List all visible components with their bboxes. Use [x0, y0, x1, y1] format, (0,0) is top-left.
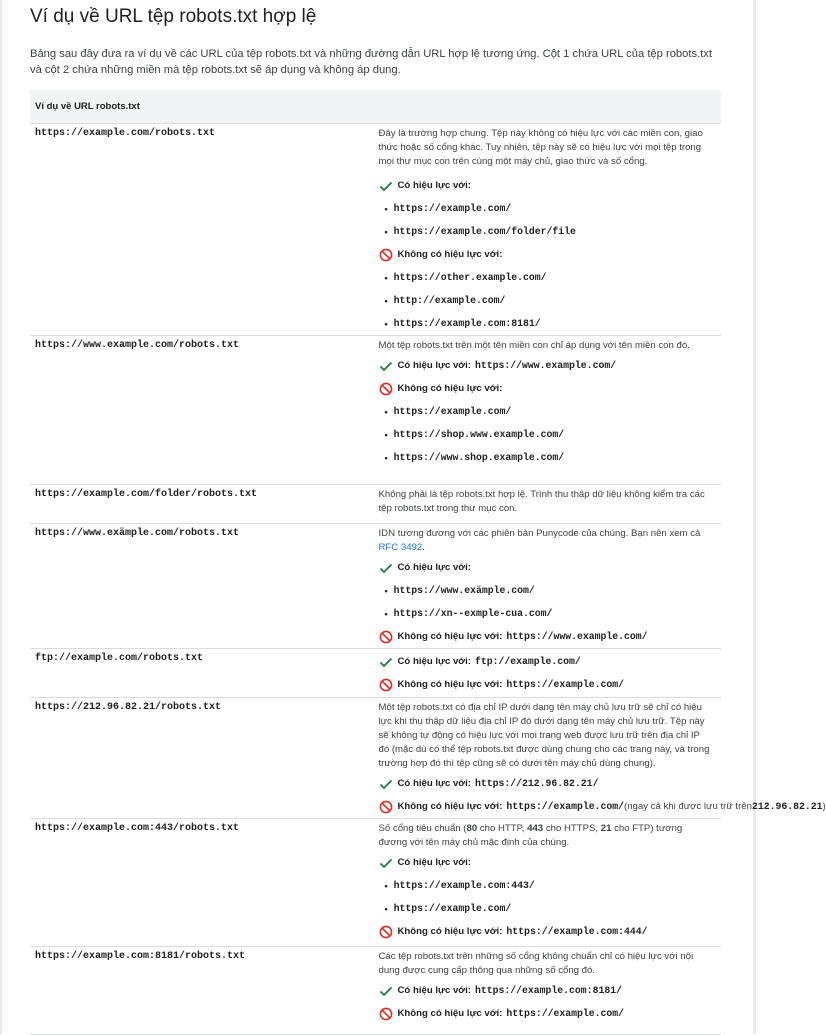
url-cell: https://example.com:8181/robots.txt [30, 947, 376, 1035]
right-divider [753, 0, 756, 1034]
block-icon [379, 800, 393, 814]
check-icon [379, 655, 393, 669]
row-description: Một tệp robots.txt có địa chỉ IP dưới dạng tên máy chủ lưu trữ sẽ chỉ có hiệu lực khi thu thập dữ liệu địa chỉ IP đó dưới dạng tên máy chủ lưu trữ. Tệp này sẽ không tự động có hiệu lực với mọi trang web được lưu trữ trên địa chỉ IP đó (mặc dù có thể tệp robots.txt được dùng chung cho các trang này, và trong trường hợp đó thì tệp cũng sẽ có dưới tên máy chủ dùng chung). [378, 702, 710, 769]
check-icon [379, 561, 393, 575]
row-description: Đây là trường hợp chung. Tệp này không có hiệu lực với các miền con, giao thức hoặc số cổng khác. Tuy nhiên, tệp này sẽ có hiệu lực với mọi tệp trong mọi thư mục con trên cùng một máy chủ, giao thức và số cổng. [378, 128, 703, 167]
list-item: • http://example.com/ [384, 295, 506, 306]
list-item: • https://other.example.com/ [384, 272, 547, 283]
list-item: • https://example.com/ [384, 203, 512, 214]
block-icon [379, 925, 393, 939]
table-row [30, 485, 721, 524]
valid-url: https://212.96.82.21/ [474, 778, 599, 789]
url-cell: https://www.exämple.com/robots.txt [30, 524, 376, 649]
list-item: • https://example.com/folder/file [384, 226, 576, 237]
valid-url: ftp://example.com/ [474, 656, 581, 667]
description-cell [376, 524, 722, 649]
invalid-label: Không có hiệu lực với: [397, 249, 503, 260]
invalid-line [379, 243, 712, 266]
invalid-line: Không có hiệu lực với: https://www.example.com/ [379, 625, 712, 648]
valid-line: Có hiệu lực với: https://example.com:8181/ [379, 979, 712, 1002]
invalid-line: Không có hiệu lực với: https://example.com/ (ngay cả khi được lưu trữ trên 212.96.82.21 ) [379, 795, 712, 818]
block-icon [379, 248, 393, 262]
robots-url-table [30, 90, 826, 1035]
check-icon [379, 359, 393, 373]
table-row [30, 649, 721, 698]
url-cell: https://example.com/robots.txt [30, 124, 376, 336]
valid-url: https://example.com:8181/ [474, 985, 622, 996]
intro-paragraph: Bảng sau đây đưa ra ví dụ về các URL của tệp robots.txt và những đường dẫn URL hợp lệ tương ứng. Cột 1 chứa URL của tệp robots.txt và cột 2 chứa những miền mà tệp robots.txt sẽ áp dụng và không áp dụng. [30, 48, 712, 76]
invalid-url: https://example.com:444/ [506, 926, 648, 937]
block-icon [379, 630, 393, 644]
invalid-url: https://example.com/ [506, 679, 625, 690]
url-cell: ftp://example.com/robots.txt [30, 649, 376, 698]
check-icon [379, 984, 393, 998]
row-description: Một tệp robots.txt trên một tên miền con chỉ áp dụng với tên miền con đó. [378, 340, 690, 351]
row-description: Số cổng tiêu chuẩn (80 cho HTTP, 443 cho HTTPS, 21 cho FTP) tương đương với tên máy chủ mặc định của chúng. [378, 823, 683, 848]
invalid-url: https://example.com/ [506, 1008, 625, 1019]
invalid-line: Không có hiệu lực với: https://example.com:444/ [379, 920, 712, 943]
valid-line: Có hiệu lực với: [379, 556, 712, 579]
block-icon [379, 1007, 393, 1021]
block-icon [379, 382, 393, 396]
table-row [30, 124, 721, 336]
row-description: IDN tương đương với các phiên bản Punycode của chúng. Bạn nên xem cả RFC 3492. [378, 528, 701, 553]
valid-line: Có hiệu lực với: ftp://example.com/ [379, 650, 712, 673]
table-row [30, 524, 721, 649]
invalid-url: https://example.com/ [506, 801, 625, 812]
rfc-link[interactable]: RFC 3492 [378, 542, 423, 553]
invalid-url: https://www.example.com/ [506, 631, 648, 642]
url-cell: https://212.96.82.21/robots.txt [30, 698, 376, 819]
table-row [30, 947, 721, 1035]
url-cell: https://example.com/folder/robots.txt [30, 485, 376, 524]
table-row [30, 336, 721, 485]
valid-line: Có hiệu lực với: https://www.example.com/ [379, 354, 712, 377]
left-divider [0, 0, 2, 1034]
description-cell [376, 698, 826, 819]
description-cell [376, 336, 722, 485]
description-cell [376, 947, 722, 1035]
description-cell [376, 819, 722, 947]
valid-line [379, 174, 712, 197]
valid-line: Có hiệu lực với: https://212.96.82.21/ [379, 772, 712, 795]
list-item: • https://example.com/ [384, 903, 512, 914]
url-cell: https://www.example.com/robots.txt [30, 336, 376, 485]
table-row [30, 698, 721, 819]
valid-label: Có hiệu lực với: [397, 180, 471, 191]
valid-url: https://www.example.com/ [474, 360, 617, 371]
row-description: Các tệp robots.txt trên những số cổng không chuẩn chỉ có hiệu lực với nội dung được cung cấp thông qua những số cổng đó. [378, 951, 694, 976]
list-item: • https://xn--exmple-cua.com/ [384, 608, 553, 619]
table-header-row [30, 90, 721, 124]
list-item: • https://www.shop.example.com/ [384, 452, 565, 463]
list-item: • https://shop.www.example.com/ [384, 429, 565, 440]
check-icon [379, 856, 393, 870]
list-item: • https://www.exämple.com/ [384, 585, 535, 596]
invalid-line: Không có hiệu lực với: [379, 377, 712, 400]
description-cell [376, 124, 722, 336]
invalid-line: Không có hiệu lực với: https://example.com/ [379, 673, 712, 696]
table-row [30, 819, 721, 947]
block-icon [379, 678, 393, 692]
check-icon [379, 179, 393, 193]
description-cell [376, 485, 722, 524]
list-item: • https://example.com:8181/ [384, 318, 541, 329]
description-cell [376, 649, 722, 698]
valid-line: Có hiệu lực với: [379, 851, 712, 874]
list-item: • https://example.com/ [384, 406, 512, 417]
page-title: Ví dụ về URL tệp robots.txt hợp lệ [30, 6, 317, 27]
list-item: • https://example.com:443/ [384, 880, 535, 891]
row-description: Không phải là tệp robots.txt hợp lệ. Trình thu thập dữ liệu không kiểm tra các tệp robots.txt trong thư mục con. [378, 489, 705, 514]
invalid-line: Không có hiệu lực với: https://example.com/ [379, 1002, 712, 1025]
url-cell: https://example.com:443/robots.txt [30, 819, 376, 947]
table-header: Ví dụ về URL robots.txt [30, 90, 721, 124]
check-icon [379, 777, 393, 791]
